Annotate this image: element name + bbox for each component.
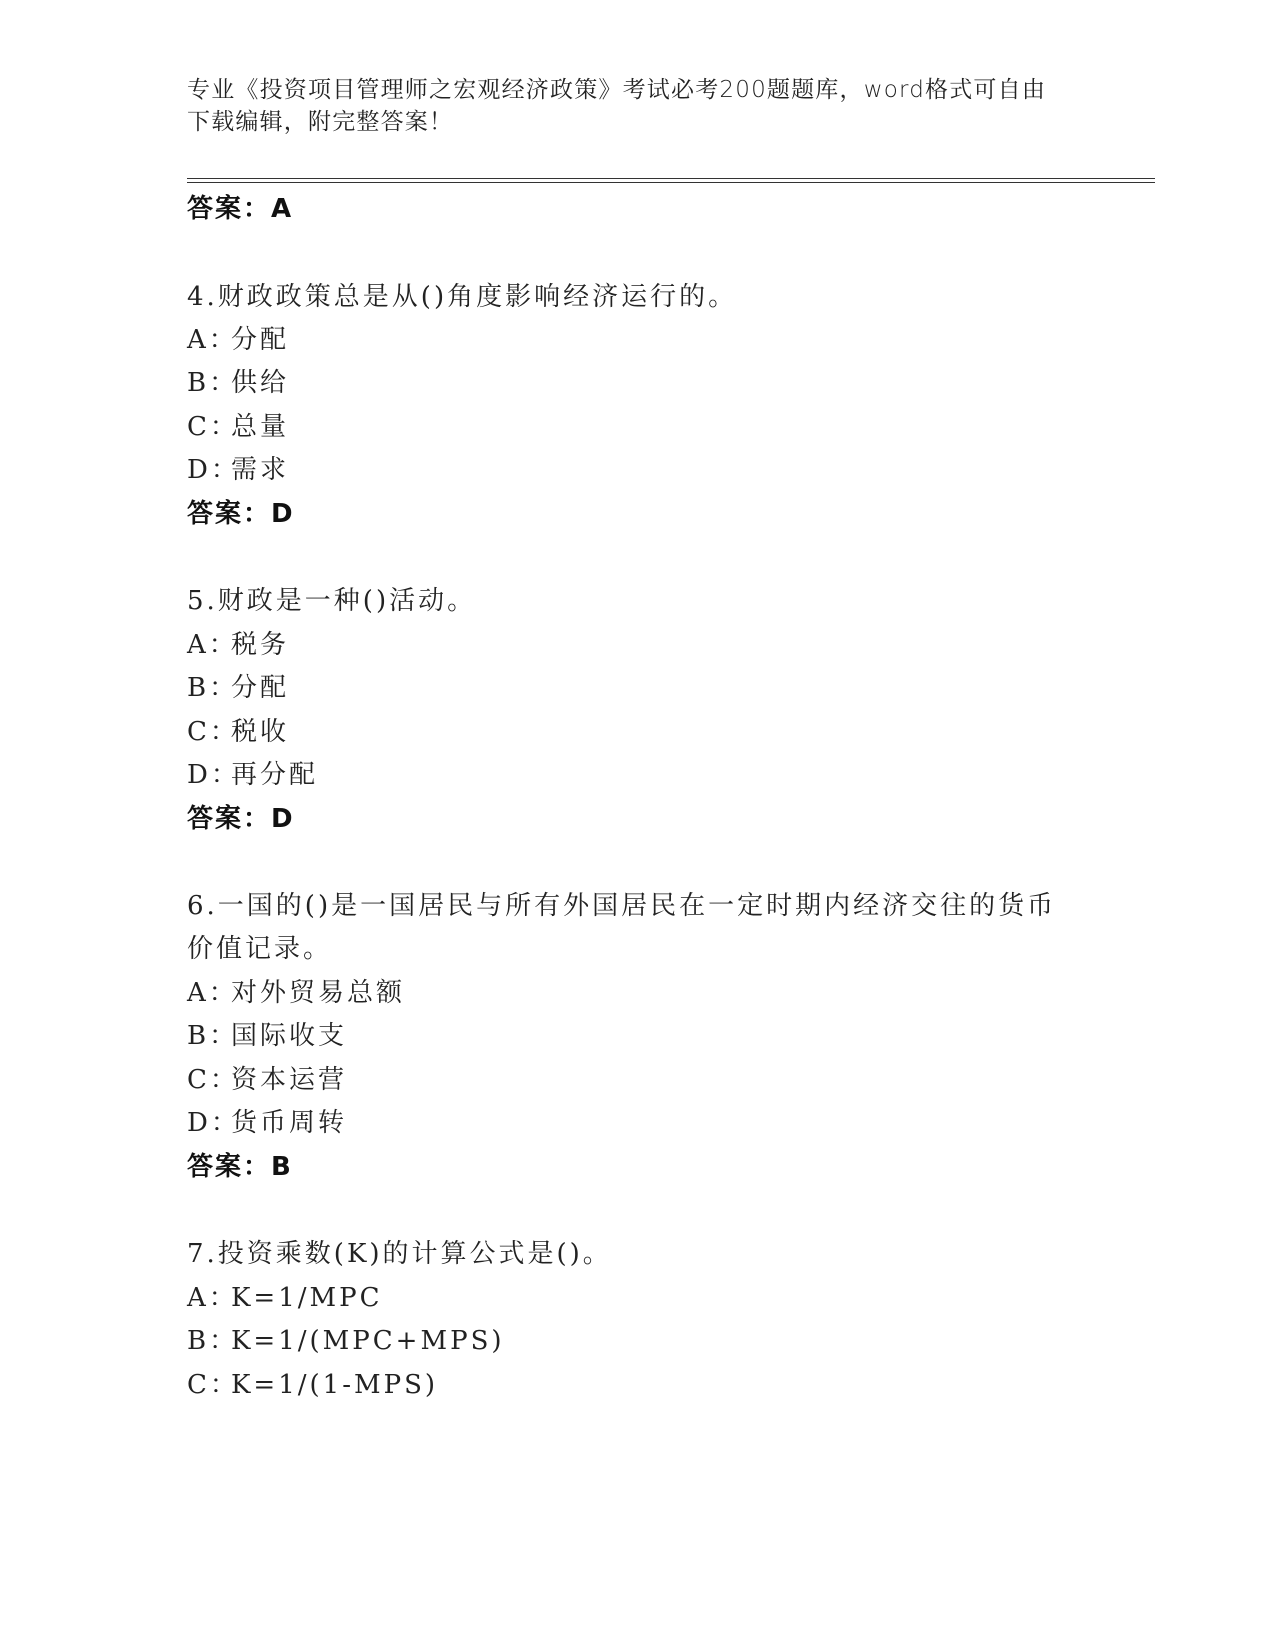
header-line-1: 专业《投资项目管理师之宏观经济政策》考试必考200题题库，word格式可自由 [187,77,1047,103]
option-key: A： [187,1283,238,1313]
question-stem: 5.财政是一种()活动。 [187,586,477,616]
option-text: 再分配 [231,760,319,790]
option-text: K=1/(MPC+MPS) [231,1326,505,1356]
option-line [187,711,289,748]
option-text: 对外贸易总额 [231,978,406,1008]
option-line [187,1015,347,1052]
option-key: A： [187,630,238,660]
answer-line: 答案：A [187,194,294,224]
option-line [187,1320,505,1357]
option-key: C： [187,1370,239,1400]
option-text: 税务 [231,630,290,660]
question-stem: 6.一国的()是一国居民与所有外国居民在一定时期内经济交往的货币 [187,891,1057,921]
document-header [187,74,1067,138]
option-line [187,667,289,704]
answer-line: 答案：B [187,1152,293,1182]
option-key: B： [187,1021,239,1051]
option-line [187,319,289,356]
option-text: 供给 [231,368,290,398]
question-stem: 7.投资乘数(K)的计算公式是()。 [187,1239,612,1269]
option-line [187,362,289,399]
option-key: C： [187,717,239,747]
option-key: B： [187,1326,239,1356]
option-text: K=1/(1-MPS) [231,1370,439,1400]
option-key: D： [187,455,240,485]
option-line [187,449,289,486]
option-key: C： [187,412,239,442]
option-text: 国际收支 [231,1021,348,1051]
question-stem-continued: 价值记录。 [187,934,333,964]
option-text: 税收 [231,717,290,747]
question-stem: 4.财政政策总是从()角度影响经济运行的。 [187,282,738,312]
option-line [187,972,405,1009]
option-text: 分配 [231,673,290,703]
option-line [187,1059,347,1096]
option-key: A： [187,978,238,1008]
option-text: K=1/MPC [231,1283,383,1313]
option-key: C： [187,1065,239,1095]
option-key: D： [187,1108,240,1138]
option-line [187,1277,383,1314]
option-text: 需求 [231,455,290,485]
option-key: B： [187,673,239,703]
option-line [187,754,318,791]
header-line-2: 下载编辑，附完整答案！ [187,109,454,135]
answer-line: 答案：D [187,804,295,834]
option-line [187,624,289,661]
header-divider-bottom [187,182,1155,183]
option-key: B： [187,368,239,398]
option-text: 资本运营 [231,1065,348,1095]
option-line [187,1364,438,1401]
option-text: 分配 [231,325,290,355]
option-text: 总量 [231,412,290,442]
option-line [187,406,289,443]
option-key: D： [187,760,240,790]
option-text: 货币周转 [231,1108,348,1138]
option-line [187,1102,347,1139]
answer-line: 答案：D [187,499,295,529]
option-key: A： [187,325,238,355]
header-divider-top [187,178,1155,179]
